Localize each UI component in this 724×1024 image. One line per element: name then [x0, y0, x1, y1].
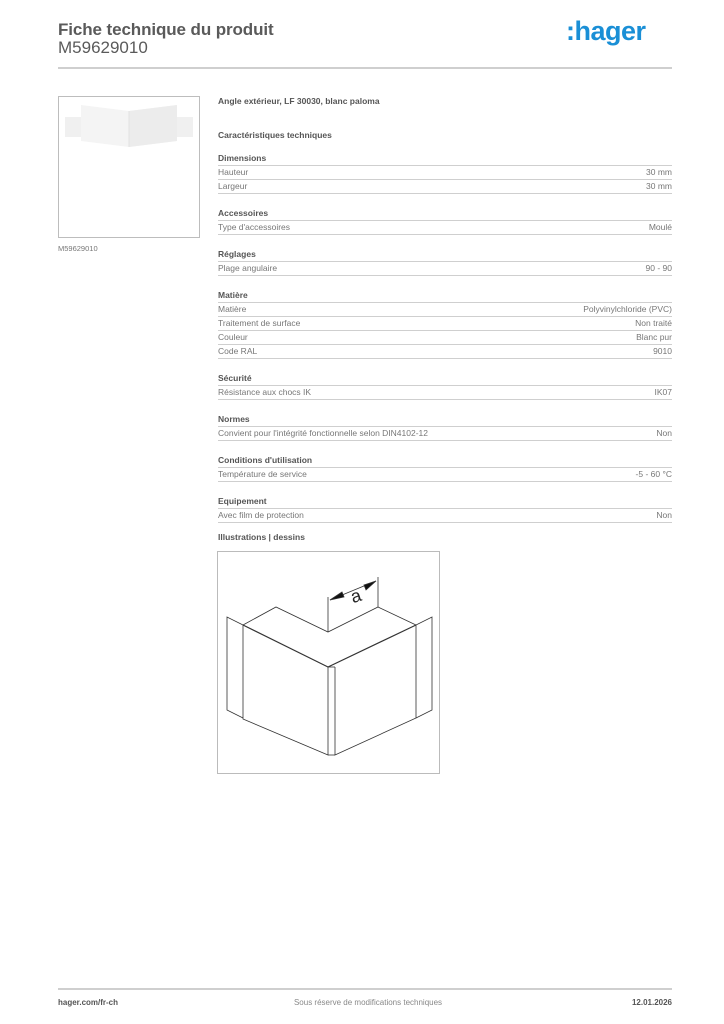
corner-drawing-icon	[218, 552, 439, 773]
spec-label: Matière	[218, 304, 247, 314]
specs-heading: Caractéristiques techniques	[218, 130, 332, 140]
product-photo-icon	[59, 97, 199, 237]
spec-group-title: Conditions d'utilisation	[218, 453, 672, 468]
spec-label: Avec film de protection	[218, 510, 304, 520]
spec-label: Température de service	[218, 469, 307, 479]
footer-notice: Sous réserve de modifications techniques	[293, 998, 443, 1007]
document-title: Fiche technique du produit	[58, 20, 274, 39]
spec-value: Non traité	[635, 318, 672, 328]
spec-row	[218, 317, 672, 331]
spec-group-title: Réglages	[218, 247, 672, 262]
spec-label: Hauteur	[218, 167, 249, 177]
spec-value: Polyvinylchloride (PVC)	[583, 304, 672, 314]
spec-group-equipement	[218, 494, 672, 523]
spec-row	[218, 166, 672, 180]
spec-value: Non	[656, 510, 672, 520]
product-image	[58, 96, 200, 238]
spec-group-dimensions	[218, 151, 672, 194]
product-name: Angle extérieur, LF 30030, blanc paloma	[218, 96, 380, 106]
spec-value: 90 - 90	[645, 263, 672, 273]
spec-group-title: Accessoires	[218, 206, 672, 221]
spec-row	[218, 509, 672, 523]
product-reference: M59629010	[58, 38, 148, 57]
illustrations-heading: Illustrations | dessins	[218, 532, 305, 542]
spec-label: Type d'accessoires	[218, 222, 291, 232]
spec-value: -5 - 60 °C	[635, 469, 672, 479]
footer-website-link[interactable]: hager.com/fr-ch	[58, 998, 119, 1007]
spec-row	[218, 386, 672, 400]
spec-group-title: Matière	[218, 288, 672, 303]
spec-label: Code RAL	[218, 346, 258, 356]
spec-value: 9010	[653, 346, 672, 356]
spec-group-normes	[218, 412, 672, 441]
spec-group-securite	[218, 371, 672, 400]
footer-date: 12.01.2026	[631, 998, 672, 1007]
spec-row	[218, 331, 672, 345]
spec-row	[218, 221, 672, 235]
spec-group-title: Dimensions	[218, 151, 672, 166]
spec-value: 30 mm	[646, 167, 672, 177]
spec-value: 30 mm	[646, 181, 672, 191]
spec-value: IK07	[654, 387, 672, 397]
spec-group-accessoires	[218, 206, 672, 235]
spec-row	[218, 468, 672, 482]
spec-row	[218, 345, 672, 359]
spec-group-reglages	[218, 247, 672, 276]
header-divider	[58, 67, 672, 69]
spec-row	[218, 180, 672, 194]
spec-label: Largeur	[218, 181, 248, 191]
image-caption: M59629010	[58, 244, 98, 253]
spec-group-conditions	[218, 453, 672, 482]
spec-label: Convient pour l'intégrité fonctionnelle selon DIN4102-12	[218, 428, 429, 438]
spec-value: Moulé	[648, 222, 672, 232]
footer-divider	[58, 988, 672, 990]
spec-group-title: Normes	[218, 412, 672, 427]
specs-table	[218, 151, 672, 535]
spec-group-matiere	[218, 288, 672, 359]
spec-label: Couleur	[218, 332, 248, 342]
brand-logo: :hager	[566, 16, 646, 46]
spec-group-title: Equipement	[218, 494, 672, 509]
spec-label: Plage angulaire	[218, 263, 278, 273]
spec-group-title: Sécurité	[218, 371, 672, 386]
dimension-label: a	[348, 584, 364, 608]
spec-label: Résistance aux chocs IK	[218, 387, 312, 397]
spec-row	[218, 427, 672, 441]
spec-row	[218, 262, 672, 276]
spec-value: Blanc pur	[636, 332, 672, 342]
technical-drawing	[217, 551, 440, 774]
spec-value: Non	[656, 428, 672, 438]
spec-row	[218, 303, 672, 317]
spec-label: Traitement de surface	[218, 318, 301, 328]
